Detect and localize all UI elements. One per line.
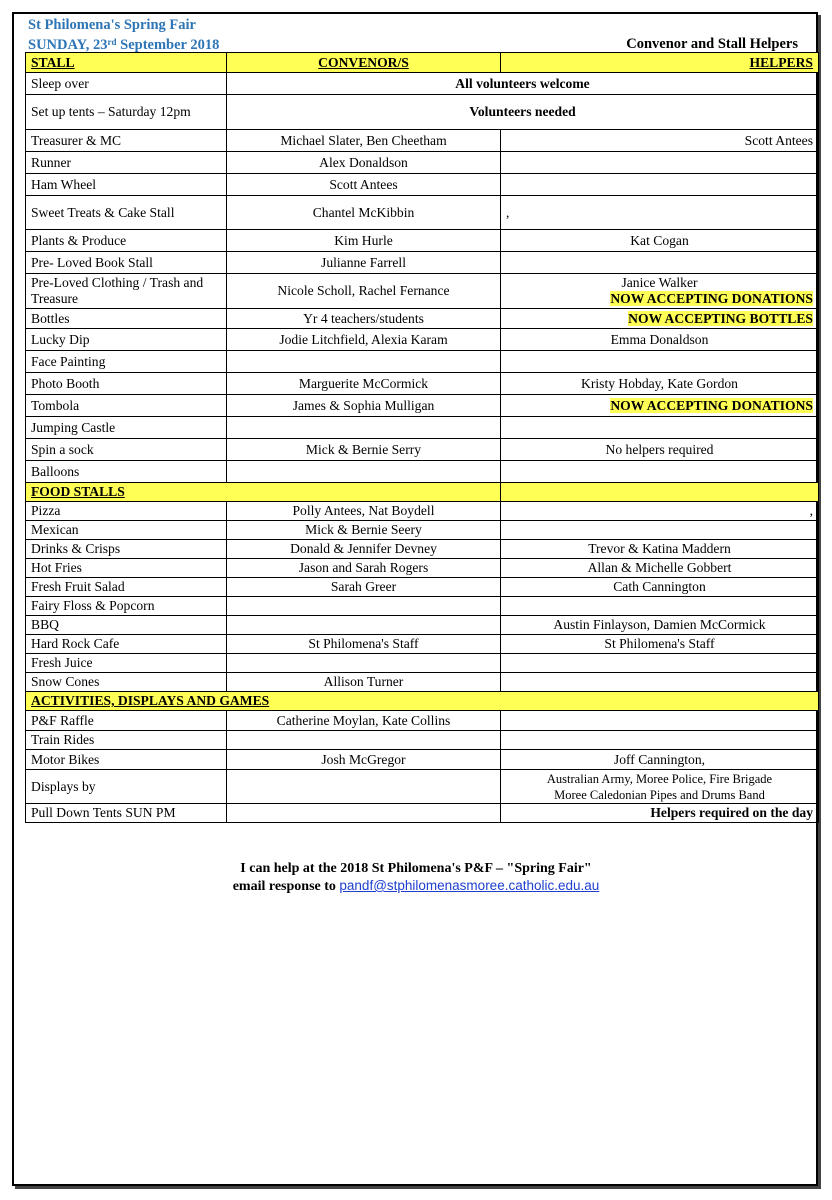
helpers-cell: Helpers required on the day [501, 804, 819, 823]
displays-line-2: Moree Caledonian Pipes and Drums Band [554, 787, 765, 802]
stall-cell: Sweet Treats & Cake Stall [26, 196, 227, 230]
stall-cell: Jumping Castle [26, 417, 227, 439]
table-row [26, 329, 819, 351]
date-rest: September 2018 [116, 37, 220, 53]
table-row [26, 461, 819, 483]
convenor-cell [227, 417, 501, 439]
footer-line-1: I can help at the 2018 St Philomena's P&F – "Spring Fair" [240, 861, 592, 876]
helpers-cell [501, 597, 819, 616]
food-section-heading: FOOD STALLS [26, 483, 501, 502]
table-row [26, 196, 819, 230]
convenor-cell [227, 731, 501, 750]
stall-cell: Pre- Loved Book Stall [26, 252, 227, 274]
helpers-cell [501, 351, 819, 373]
table-row [26, 73, 819, 95]
table-row [26, 804, 819, 823]
stall-cell: Tombola [26, 395, 227, 417]
stall-cell: Mexican [26, 521, 227, 540]
table-header-row [26, 53, 819, 73]
table-row [26, 750, 819, 770]
activities-section-row [26, 692, 819, 711]
table-row [26, 540, 819, 559]
convenor-cell: Yr 4 teachers/students [227, 309, 501, 329]
convenor-cell: Alex Donaldson [227, 152, 501, 174]
table-row [26, 711, 819, 731]
activities-section-heading: ACTIVITIES, DISPLAYS AND GAMES [26, 692, 819, 711]
convenor-cell: Donald & Jennifer Devney [227, 540, 501, 559]
table-row [26, 351, 819, 373]
merged-cell: Volunteers needed [227, 95, 819, 130]
helpers-cell [501, 673, 819, 692]
bottles-note: NOW ACCEPTING BOTTLES [628, 310, 813, 326]
helpers-cell [501, 274, 819, 309]
convenor-cell [227, 616, 501, 635]
table-row [26, 770, 819, 804]
convenor-cell [227, 804, 501, 823]
stall-cell: Lucky Dip [26, 329, 227, 351]
email-link[interactable]: pandf@stphilomenasmoree.catholic.edu.au [339, 878, 600, 893]
stall-cell: Bottles [26, 309, 227, 329]
donations-note: NOW ACCEPTING DONATIONS [610, 291, 813, 306]
donations-note: NOW ACCEPTING DONATIONS [610, 397, 813, 413]
stall-cell: Sleep over [26, 73, 227, 95]
helpers-cell: Trevor & Katina Maddern [501, 540, 819, 559]
convenor-cell: Scott Antees [227, 174, 501, 196]
table-row [26, 559, 819, 578]
stall-cell: Face Painting [26, 351, 227, 373]
convenor-cell: Catherine Moylan, Kate Collins [227, 711, 501, 731]
fair-title: St Philomena's Spring Fair [28, 17, 196, 33]
helpers-cell: Joff Cannington, [501, 750, 819, 770]
header-convenor: CONVENOR/S [227, 53, 501, 73]
table-row [26, 274, 819, 309]
stall-cell: Fresh Fruit Salad [26, 578, 227, 597]
stall-cell: Set up tents – Saturday 12pm [26, 95, 227, 130]
helpers-cell [501, 521, 819, 540]
food-section-row [26, 483, 819, 502]
table-row [26, 597, 819, 616]
helpers-cell: Emma Donaldson [501, 329, 819, 351]
table-row [26, 95, 819, 130]
fair-date [28, 34, 219, 54]
date-day: SUNDAY, 23 [28, 37, 108, 53]
convenor-cell: Mick & Bernie Seery [227, 521, 501, 540]
helper-name: Janice Walker [621, 275, 698, 290]
stall-cell: Snow Cones [26, 673, 227, 692]
stall-cell: Photo Booth [26, 373, 227, 395]
stall-cell: Treasurer & MC [26, 130, 227, 152]
helpers-cell [501, 417, 819, 439]
stall-cell: Pre-Loved Clothing / Trash and Treasure [26, 274, 227, 309]
table-row [26, 130, 819, 152]
stall-cell: BBQ [26, 616, 227, 635]
helpers-cell [501, 174, 819, 196]
convenor-cell: Nicole Scholl, Rachel Fernance [227, 274, 501, 309]
stall-cell: Displays by [26, 770, 227, 804]
convenor-cell: Mick & Bernie Serry [227, 439, 501, 461]
convenor-cell [227, 351, 501, 373]
helpers-cell: Austin Finlayson, Damien McCormick [501, 616, 819, 635]
convenor-cell: Kim Hurle [227, 230, 501, 252]
footer-line-2 [0, 877, 832, 895]
stall-cell: P&F Raffle [26, 711, 227, 731]
table-row [26, 174, 819, 196]
convenor-cell [227, 770, 501, 804]
helpers-cell: Scott Antees [501, 130, 819, 152]
table-row [26, 152, 819, 174]
table-row [26, 230, 819, 252]
helpers-cell [501, 461, 819, 483]
table-row [26, 502, 819, 521]
stall-cell: Spin a sock [26, 439, 227, 461]
table-row [26, 439, 819, 461]
helpers-cell [501, 395, 819, 417]
footer [0, 860, 832, 895]
convenor-cell [227, 597, 501, 616]
email-prefix: email response to [232, 879, 340, 894]
table-row [26, 521, 819, 540]
stall-cell: Train Rides [26, 731, 227, 750]
food-section-fill [501, 483, 819, 502]
helpers-cell [501, 770, 819, 804]
helpers-cell: Allan & Michelle Gobbert [501, 559, 819, 578]
displays-line-1: Australian Army, Moree Police, Fire Brigade [546, 771, 773, 786]
convenor-cell: Polly Antees, Nat Boydell [227, 502, 501, 521]
helpers-cell: , [501, 502, 819, 521]
convenor-cell [227, 654, 501, 673]
convenor-cell: Michael Slater, Ben Cheetham [227, 130, 501, 152]
helpers-cell [501, 711, 819, 731]
helpers-cell: Cath Cannington [501, 578, 819, 597]
helpers-cell [501, 252, 819, 274]
stall-cell: Fairy Floss & Popcorn [26, 597, 227, 616]
helpers-cell [501, 654, 819, 673]
roster-table [25, 52, 819, 823]
title-block [28, 17, 219, 54]
header-helpers: HELPERS [501, 53, 819, 73]
stall-cell: Drinks & Crisps [26, 540, 227, 559]
helpers-cell [501, 152, 819, 174]
table-row [26, 673, 819, 692]
table-row [26, 309, 819, 329]
convenor-cell: Allison Turner [227, 673, 501, 692]
stall-cell: Hard Rock Cafe [26, 635, 227, 654]
table-row [26, 616, 819, 635]
stall-cell: Plants & Produce [26, 230, 227, 252]
header-stall: STALL [26, 53, 227, 73]
stall-cell: Pizza [26, 502, 227, 521]
convenor-cell: Sarah Greer [227, 578, 501, 597]
convenor-cell: St Philomena's Staff [227, 635, 501, 654]
stall-cell: Pull Down Tents SUN PM [26, 804, 227, 823]
convenor-cell: Marguerite McCormick [227, 373, 501, 395]
helpers-cell: , [501, 196, 819, 230]
helpers-cell [501, 731, 819, 750]
table-row [26, 417, 819, 439]
stall-cell: Runner [26, 152, 227, 174]
stall-cell: Motor Bikes [26, 750, 227, 770]
stall-cell: Fresh Juice [26, 654, 227, 673]
table-row [26, 252, 819, 274]
table-row [26, 395, 819, 417]
table-row [26, 731, 819, 750]
table-row [26, 654, 819, 673]
helpers-cell: Kristy Hobday, Kate Gordon [501, 373, 819, 395]
table-row [26, 635, 819, 654]
convenor-cell: Chantel McKibbin [227, 196, 501, 230]
date-sup: rd [107, 37, 117, 47]
convenor-cell: Jason and Sarah Rogers [227, 559, 501, 578]
convenor-cell: Jodie Litchfield, Alexia Karam [227, 329, 501, 351]
convenor-cell [227, 461, 501, 483]
stall-cell: Hot Fries [26, 559, 227, 578]
stall-cell: Balloons [26, 461, 227, 483]
convenor-cell: Josh McGregor [227, 750, 501, 770]
convenor-helpers-title: Convenor and Stall Helpers [626, 36, 798, 52]
helpers-cell: No helpers required [501, 439, 819, 461]
convenor-cell: Julianne Farrell [227, 252, 501, 274]
helpers-cell: St Philomena's Staff [501, 635, 819, 654]
helpers-cell: Kat Cogan [501, 230, 819, 252]
helpers-cell [501, 309, 819, 329]
merged-cell: All volunteers welcome [227, 73, 819, 95]
table-row [26, 578, 819, 597]
table-row [26, 373, 819, 395]
stall-cell: Ham Wheel [26, 174, 227, 196]
convenor-cell: James & Sophia Mulligan [227, 395, 501, 417]
